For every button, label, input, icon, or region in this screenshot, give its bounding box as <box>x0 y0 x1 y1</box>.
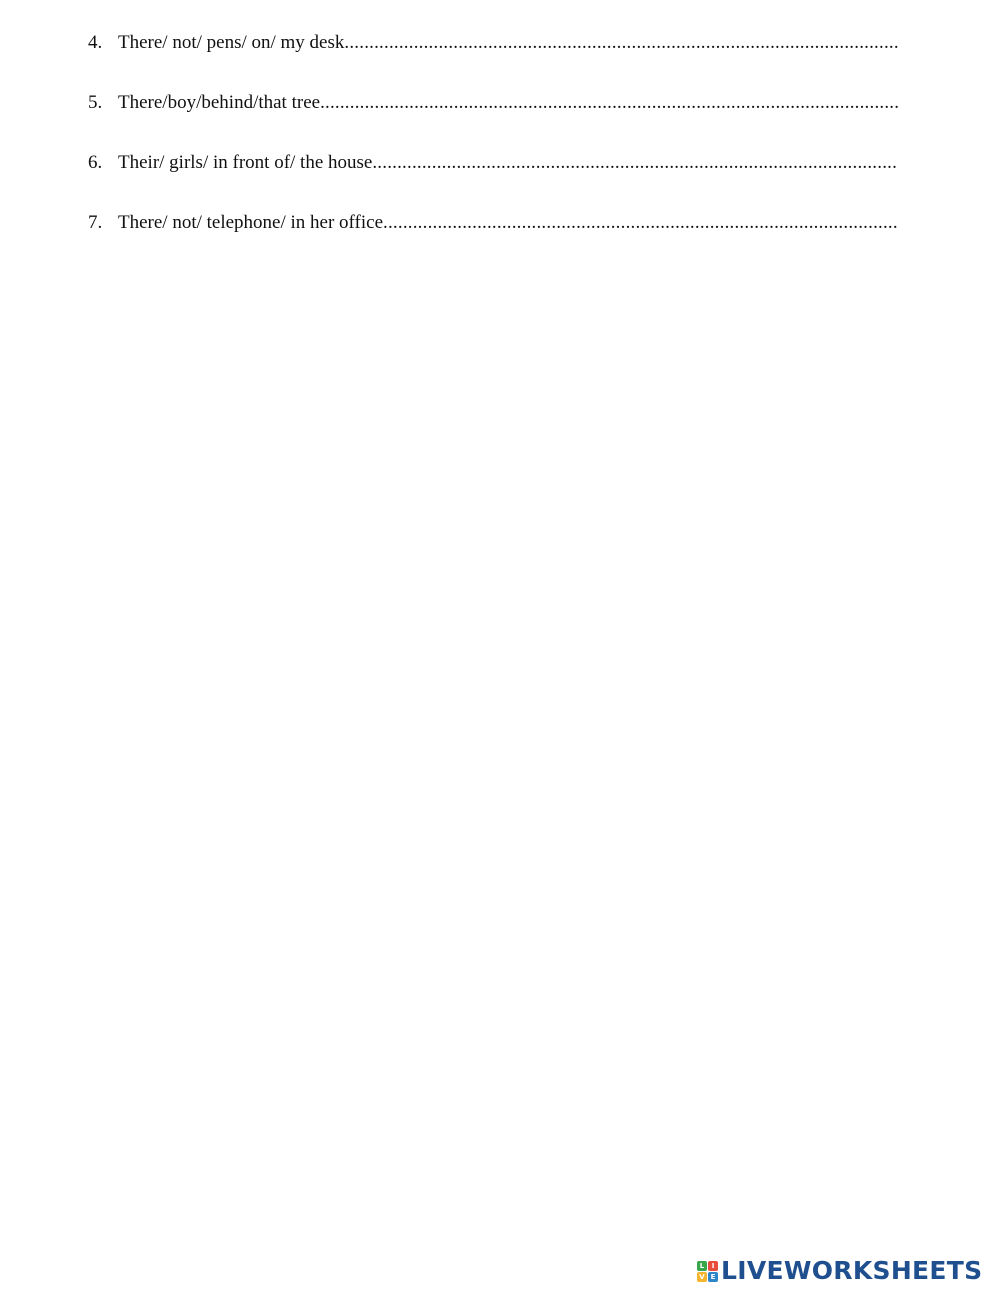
live-logo-icon <box>697 1261 718 1282</box>
exercise-item <box>88 208 898 268</box>
exercise-item <box>88 148 898 208</box>
logo-letter-tile: E <box>708 1272 718 1282</box>
item-prompt: There/boy/behind/that tree <box>118 92 321 113</box>
item-prompt: There/ not/ pens/ on/ my desk <box>118 32 345 53</box>
logo-letter-tile: I <box>708 1261 718 1271</box>
item-number: 4. <box>88 32 103 53</box>
brand-name: LIVEWORKSHEETS <box>721 1256 983 1285</box>
item-prompt: Their/ girls/ in front of/ the house <box>118 152 373 173</box>
exercise-list <box>88 28 898 268</box>
logo-letter-tile: V <box>697 1272 707 1282</box>
exercise-item <box>88 28 898 88</box>
answer-line[interactable] <box>372 148 898 178</box>
answer-line[interactable] <box>344 28 898 58</box>
logo-letter-tile: L <box>697 1261 707 1271</box>
liveworksheets-logo <box>697 1256 982 1286</box>
exercise-item <box>88 88 898 148</box>
answer-line[interactable] <box>383 208 898 238</box>
item-prompt: There/ not/ telephone/ in her office <box>118 212 384 233</box>
item-number: 6. <box>88 152 103 173</box>
item-number: 7. <box>88 212 103 233</box>
answer-line[interactable] <box>320 88 898 118</box>
item-number: 5. <box>88 92 103 113</box>
